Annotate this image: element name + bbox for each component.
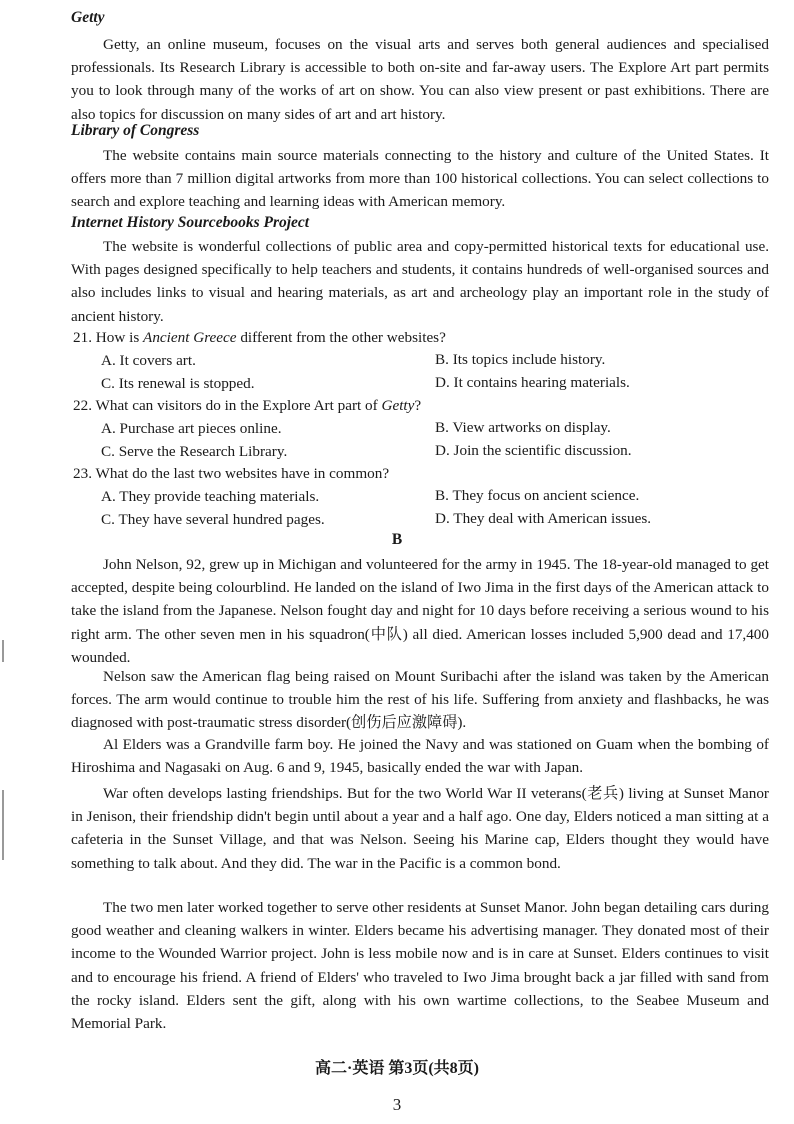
page-number: 3 <box>392 1095 402 1114</box>
option-21-c: C. Its renewal is stopped. <box>101 375 255 392</box>
question-number: 21. <box>73 329 92 346</box>
question-number: 22. <box>73 397 92 414</box>
ihsp-paragraph: The website is wonderful collections of public area and copy-permitted historical texts for educational use. With pages designed specifically to help teachers and students, it contains hundreds of well-organised sources and also includes links to visual and hearing materials, as art and archeology play an important role in the study of ancient history. <box>71 238 769 325</box>
getty-title: Getty <box>71 9 105 26</box>
question-stem-italic: Ancient Greece <box>143 329 237 346</box>
passage-b-paragraph-4: War often develops lasting friendships. But for the two World War II veterans(老兵) living at Sunset Manor in Jenison, their friendship didn't begin until about a year and a half ago. One day, Elders noticed a man sitting at a cafeteria in the Sunset Village, and that was Nelson. Seeing his Marine cap, Elders thought they would have something to talk about. And they did. The war in the Pacific is a common bond. <box>71 785 769 872</box>
passage-b-paragraph-5: The two men later worked together to serve other residents at Sunset Manor. John began detailing cars during good weather and cleaning walkers in winter. Elders became his advertising manager. They donated most of their income to the Wounded Warrior project. John is less mobile now and is in care at Sunset. Elders continues to visit and to encourage his friend. A friend of Elders' who traveled to Iwo Jima brought back a jar filled with sand from the rocky island. Elders sent the gift, along with his own wartime collections, to the Seabee Museum and Memorial Park. <box>71 899 769 1033</box>
loc-title: Library of Congress <box>71 122 200 139</box>
option-22-b: B. View artworks on display. <box>435 419 611 436</box>
binding-mark <box>2 790 4 860</box>
question-stem-end: ? <box>414 397 422 414</box>
option-21-d: D. It contains hearing materials. <box>435 374 630 391</box>
question-stem: How is <box>95 329 144 346</box>
passage-b-paragraph-1: John Nelson, 92, grew up in Michigan and volunteered for the army in 1945. The 18-year-old managed to get accepted, despite being colourblind. He landed on the island of Iwo Jima in the first days of the American attack to take the island from the Japanese. Nelson fought day and night for 10 days before receiving a serious wound to his right arm. The other seven men in his squadron(中队) all died. American losses included 5,900 dead and 17,400 wounded. <box>71 556 769 666</box>
question-22 <box>73 396 421 416</box>
option-22-d: D. Join the scientific discussion. <box>435 442 632 459</box>
question-stem-end: different from the other websites? <box>236 329 446 346</box>
loc-paragraph: The website contains main source materials connecting to the history and culture of the United States. It offers more than 7 million digital artworks from more than 100 historical collections. You can select collections to search and explore teaching and learning ideas with American memory. <box>71 147 769 211</box>
option-23-c: C. They have several hundred pages. <box>101 511 325 528</box>
question-stem-italic: Getty <box>381 397 415 414</box>
ihsp-title: Internet History Sourcebooks Project <box>71 214 310 231</box>
question-stem: What do the last two websites have in common? <box>95 465 390 482</box>
passage-b-paragraph-2: Nelson saw the American flag being raised on Mount Suribachi after the island was taken by the American forces. The arm would continue to trouble him the rest of his life. Suffering from anxiety and flashbacks, he was diagnosed with post-traumatic stress disorder(创伤后应激障碍). <box>71 668 769 732</box>
option-23-d: D. They deal with American issues. <box>435 510 652 527</box>
option-21-a: A. It covers art. <box>101 352 196 369</box>
option-23-b: B. They focus on ancient science. <box>435 487 640 504</box>
binding-mark <box>2 640 4 662</box>
section-b-heading: B <box>391 531 403 548</box>
getty-paragraph: Getty, an online museum, focuses on the visual arts and serves both general audiences and specialised professionals. Its Research Library is accessible to both on-site and far-away users. The Explore Art part permits you to look through many of the works of art on show. You can also view present or past exhibitions. There are also topics for discussion on many sides of art and art history. <box>71 36 769 123</box>
question-21 <box>73 328 446 348</box>
question-stem: What can visitors do in the Explore Art part of <box>95 397 382 414</box>
option-21-b: B. Its topics include history. <box>435 351 606 368</box>
passage-b-paragraph-3: Al Elders was a Grandville farm boy. He joined the Navy and was stationed on Guam when the bombing of Hiroshima and Nagasaki on Aug. 6 and 9, 1945, basically ended the war with Japan. <box>71 736 769 777</box>
option-22-a: A. Purchase art pieces online. <box>101 420 282 437</box>
question-23 <box>73 464 389 484</box>
option-22-c: C. Serve the Research Library. <box>101 443 288 460</box>
option-23-a: A. They provide teaching materials. <box>101 488 320 505</box>
question-number: 23. <box>73 465 92 482</box>
page-footer: 高二·英语 第3页(共8页) <box>315 1060 479 1077</box>
